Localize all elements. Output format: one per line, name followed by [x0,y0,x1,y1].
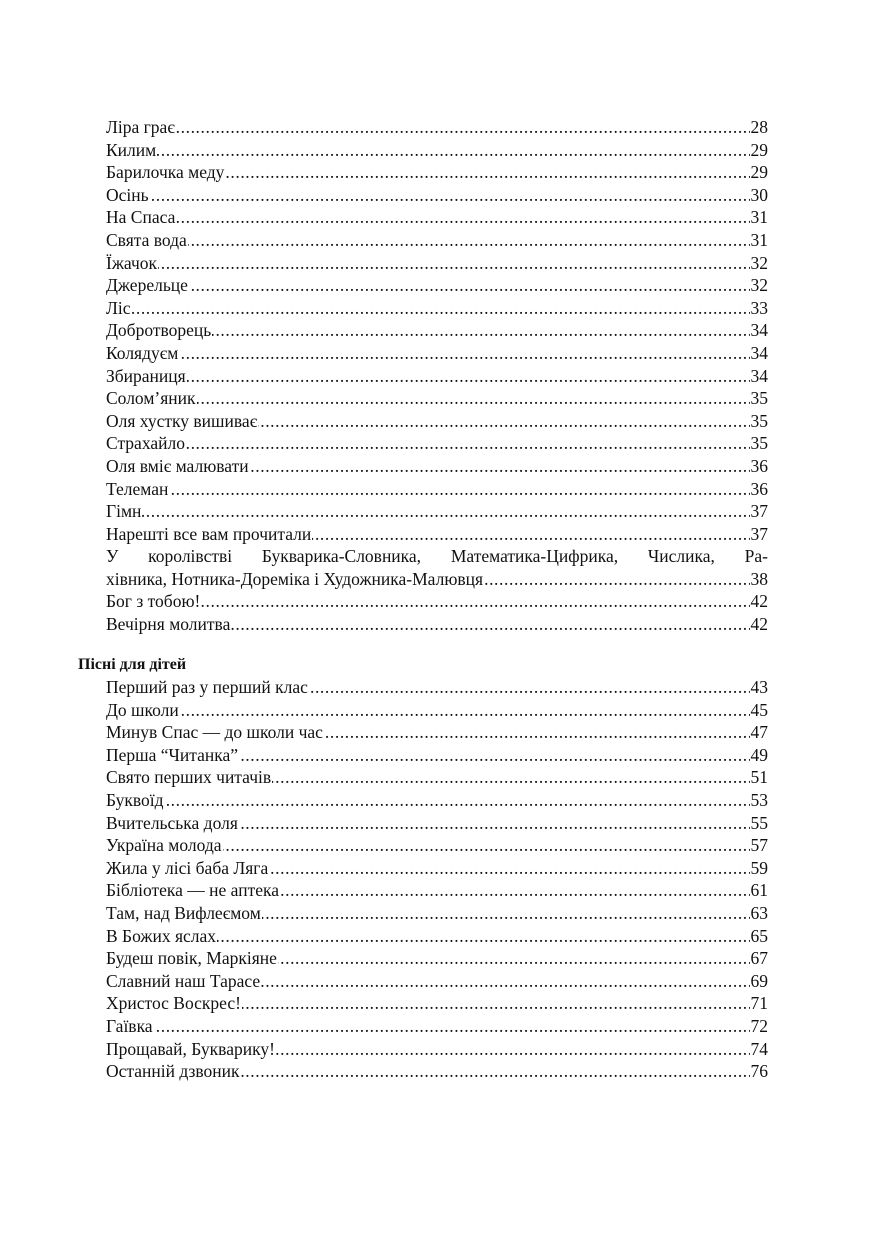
toc-entry-page: 74 [750,1038,768,1059]
toc-entry [106,1038,768,1061]
toc-entry-page: 32 [750,252,768,273]
toc-entry-title: Бібліотека — не аптека [106,880,279,901]
toc-entry [106,116,768,139]
toc-entry-title: Джерельце [106,275,188,296]
toc-entry-title: Солом’яник [106,388,196,409]
toc-entry-title: Оля хустку вишиває [106,410,258,431]
toc-entry-page: 76 [750,1061,768,1082]
toc-entry [106,410,768,433]
toc-entry [106,387,768,410]
toc-entry [106,812,768,835]
toc-entry-page: 72 [750,1015,768,1036]
toc-entry-title: Гімн [106,501,142,522]
toc-entry-title: Ліс [106,297,131,318]
toc-entry-page: 32 [750,275,768,296]
toc-entry-page: 57 [750,835,768,856]
toc-entry-title: Килим [106,139,157,160]
toc-entry-page: 55 [750,812,768,833]
toc-entry [106,947,768,970]
toc-entry-page: 29 [750,162,768,183]
toc-entry [106,1060,768,1083]
toc-entry-title: Перша “Читанка” [106,744,239,765]
toc-entry [106,139,768,162]
toc-list-1-tail [0,590,875,635]
toc-entry-page: 31 [750,207,768,228]
toc-entry [106,432,768,455]
toc-entry-page: 65 [750,925,768,946]
toc-entry-page: 69 [750,970,768,991]
toc-entry-title: Свято перших читачів [106,767,272,788]
toc-entry-page: 59 [750,857,768,878]
toc-entry-page: 61 [750,880,768,901]
toc-entry-title: Христос Воскрес! [106,993,241,1014]
toc-entry-page: 38 [750,568,768,589]
toc-entry-title: Будеш повік, Маркіяне [106,948,277,969]
toc-block-1 [0,116,875,636]
toc-entry [106,161,768,184]
toc-entry [106,613,768,636]
toc-entry [106,970,768,993]
toc-entry-page: 67 [750,948,768,969]
toc-entry [106,834,768,857]
toc-entry [106,342,768,365]
toc-list-1 [0,116,875,545]
toc-entry [106,721,768,744]
toc-entry-title: Гаївка [106,1015,153,1036]
toc-entry-title: Добротворець [106,320,212,341]
toc-entry-page: 34 [750,320,768,341]
toc-entry-page: 51 [750,767,768,788]
toc-entry-title: Там, над Вифлеємом [106,902,261,923]
section-heading: Пісні для дітей [78,656,187,673]
toc-entry-long-line-2 [106,568,768,591]
toc-entry [106,857,768,880]
toc-entry [106,478,768,501]
toc-entry-title: Осінь [106,184,149,205]
toc-entry-title: Останній дзвоник [106,1061,240,1082]
toc-entry-page: 34 [750,342,768,363]
toc-entry [106,992,768,1015]
toc-entry [106,902,768,925]
toc-entry-page: 28 [750,117,768,137]
toc-entry [106,879,768,902]
toc-entry [106,699,768,722]
toc-entry [106,455,768,478]
toc-entry-page: 35 [750,388,768,409]
toc-entry-title: Вчительська доля [106,812,238,833]
toc-entry-page: 42 [750,591,768,612]
toc-entry-title: Україна молода [106,835,222,856]
toc-entry [106,319,768,342]
toc-entry [106,766,768,789]
toc-entry [106,500,768,523]
toc-entry-page: 29 [750,139,768,160]
toc-entry-title: Їжачок [106,252,158,273]
toc-entry-title: Телеман [106,478,169,499]
toc-entry-page: 35 [750,410,768,431]
toc-entry [106,1015,768,1038]
toc-entry-page: 31 [750,229,768,250]
toc-entry-title: Колядуєм [106,342,179,363]
toc-entry-title: Ліра грає [106,117,175,137]
toc-entry-page: 36 [750,455,768,476]
toc-entry-page: 47 [750,722,768,743]
toc-entry [106,523,768,546]
toc-entry-page: 42 [750,614,768,635]
toc-entry [106,676,768,699]
toc-entry-page: 37 [750,523,768,544]
toc-entry [106,252,768,275]
toc-entry-title: Прощавай, Букварику! [106,1038,275,1059]
toc-entry-title: Жила у лісі баба Ляга [106,857,269,878]
toc-entry-title: У королівстві Букварика-Словника, Математика-Цифрика, Числика, Ра- [106,546,768,567]
toc-entry-page: 49 [750,744,768,765]
toc-entry-title: Минув Спас — до школи час [106,722,323,743]
toc-entry [106,590,768,613]
toc-entry-title: В Божих яслах [106,925,217,946]
toc-entry-page: 35 [750,433,768,454]
toc-entry [106,206,768,229]
toc-entry [106,297,768,320]
toc-entry-title: Вечірня молитва [106,614,231,635]
toc-entry-title: Оля вміє малювати [106,455,249,476]
toc-entry-page: 33 [750,297,768,318]
toc-entry [106,925,768,948]
toc-entry [106,744,768,767]
toc-entry-long-line-1 [106,545,768,568]
toc-entry [106,274,768,297]
toc-entry [106,229,768,252]
toc-entry-page: 71 [750,993,768,1014]
toc-entry [106,184,768,207]
toc-entry-title: Страхайло [106,433,185,454]
toc-entry-title: Перший раз у перший клас [106,677,308,697]
toc-entry-page: 63 [750,902,768,923]
toc-entry-page: 43 [750,677,768,697]
toc-entry-page: 37 [750,501,768,522]
toc-entry-title: Бог з тобою! [106,591,201,612]
toc-entry-page: 53 [750,789,768,810]
toc-entry-title: Славний наш Тарасе [106,970,261,991]
toc-entry-title: Нарешті все вам прочитали [106,523,312,544]
toc-entry-page: 34 [750,365,768,386]
toc-entry-title: До школи [106,699,179,720]
toc-entry [106,789,768,812]
toc-entry-title: Барилочка меду [106,162,225,183]
toc-entry [106,365,768,388]
toc-entry-title: Буквоїд [106,789,164,810]
toc-entry-page: 45 [750,699,768,720]
toc-entry-page: 30 [750,184,768,205]
toc-entry-title: На Спаса [106,207,176,228]
toc-entry-page: 36 [750,478,768,499]
toc-entry-title: Свята вода [106,229,187,250]
toc-entry-title: Збираниця [106,365,186,386]
toc-entry-title: хівника, Нотника-Дореміка і Художника-Малювця [106,568,484,589]
toc-block-2 [0,654,875,1083]
toc-list-2 [0,676,875,1083]
